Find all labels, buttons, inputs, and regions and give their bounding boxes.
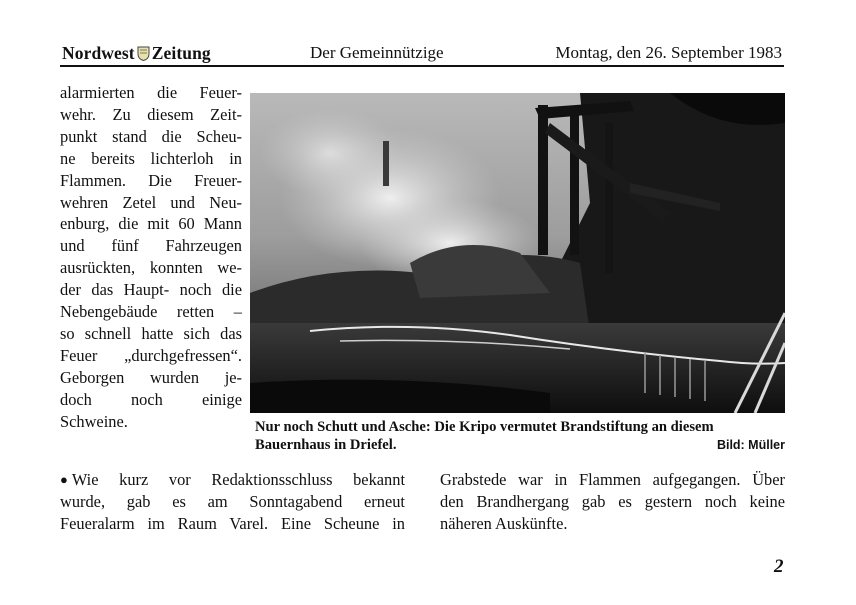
text-line: Flammen. Die Freuer-: [60, 170, 242, 190]
coat-of-arms-icon: [137, 45, 150, 66]
text-line: wurde, gab es am Sonntagabend erneut: [60, 492, 405, 511]
text-line: punkt stand die Scheu-: [60, 126, 242, 146]
section-title: Der Gemeinnützige: [310, 43, 444, 62]
caption-line: Bauernhaus in Driefel.: [255, 437, 397, 453]
photo-caption: [255, 418, 785, 454]
text-line: den Brandhergang gab es gestern noch keine: [440, 492, 785, 511]
text-line: näheren Auskünfte.: [440, 514, 568, 533]
bullet-icon: ●: [60, 472, 68, 487]
text-line: ● Wie kurz vor Redaktionsschluss bekannt: [60, 470, 405, 489]
text-line: doch noch einige: [60, 389, 242, 409]
text-line: und fünf Fahrzeugen: [60, 236, 242, 256]
page-number: 2: [774, 556, 784, 577]
text-line: wehr. Zu diesem Zeit-: [60, 104, 242, 124]
text-line: Schweine.: [60, 411, 128, 431]
photo-credit: Bild: Müller: [716, 438, 785, 452]
fire-photo: [250, 93, 785, 413]
text-line: ausrückten, konnten we-: [60, 258, 242, 278]
text-line: enburg, die mit 60 Mann: [60, 214, 242, 234]
issue-date: Montag, den 26. September 1983: [555, 43, 782, 62]
text-line: Grabstede war in Flammen aufgegangen. Über: [440, 470, 785, 489]
newspaper-name-part1: Nordwest: [62, 43, 135, 63]
text-line: Nebengebäude retten –: [60, 302, 242, 322]
text-line: Feuer „durchgefressen“.: [60, 345, 242, 365]
text-line: so schnell hatte sich das: [60, 323, 242, 343]
text-line: Feueralarm im Raum Varel. Eine Scheune in: [60, 514, 405, 533]
text-line: Geborgen wurden je-: [60, 367, 242, 387]
text-line: wehren Zetel und Neu-: [60, 192, 242, 212]
caption-line: Nur noch Schutt und Asche: Die Kripo vermutet Brandstiftung an diesem: [255, 419, 714, 435]
newspaper-name-part2: Zeitung: [151, 43, 211, 63]
text-line: der das Haupt- noch die: [60, 280, 242, 300]
text-line: ne bereits lichterloh in: [60, 148, 242, 168]
masthead: [60, 40, 784, 67]
text-line: alarmierten die Feuer-: [60, 83, 242, 102]
bottom-right-column: [440, 469, 785, 535]
newspaper-name: [62, 43, 211, 66]
left-column-text: [60, 82, 242, 433]
bottom-left-column: [60, 469, 405, 535]
